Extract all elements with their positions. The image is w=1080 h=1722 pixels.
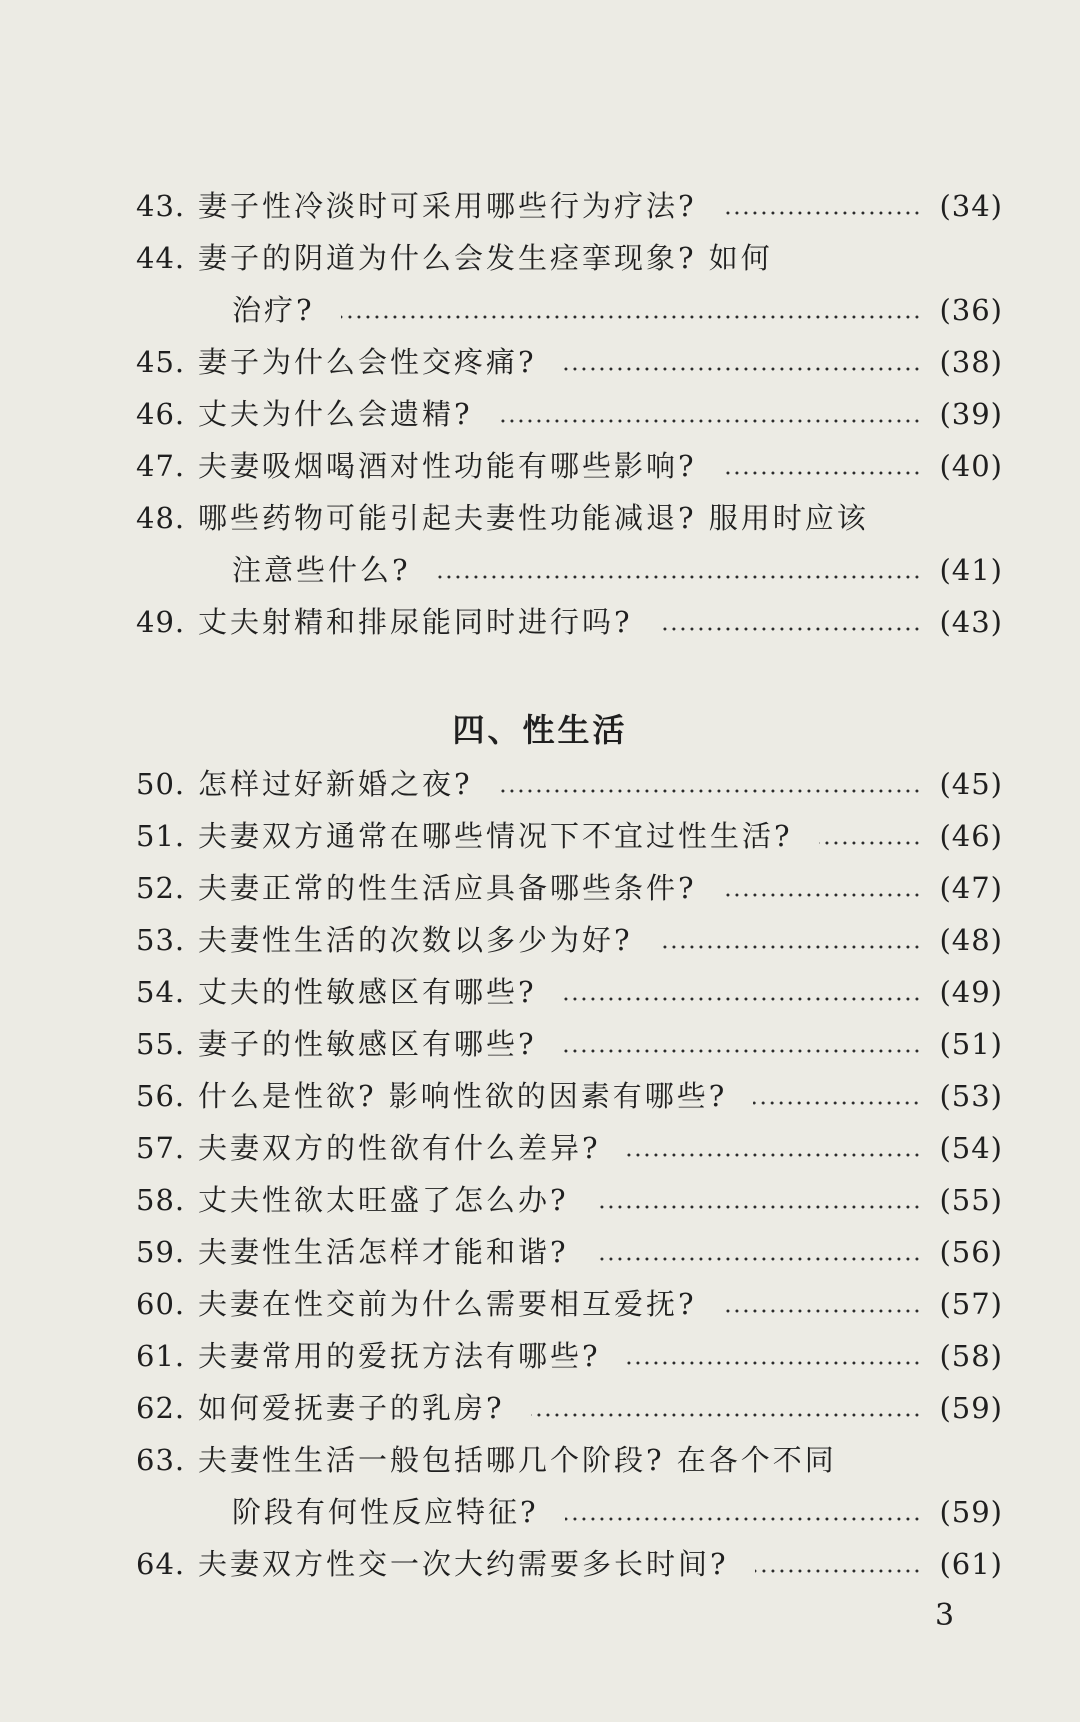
toc-entry-43 (136, 184, 1003, 228)
entry-title: 丈夫性欲太旺盛了怎么办? (198, 1183, 569, 1217)
dot-leader (659, 600, 921, 644)
dot-leader (595, 1230, 921, 1274)
toc-entry-48 (136, 496, 1003, 540)
entry-number: 50. (136, 767, 186, 801)
toc-entry-51 (136, 814, 1003, 858)
entry-title: 夫妻性生活一般包括哪几个阶段? 在各个不同 (198, 1443, 837, 1477)
entry-title: 阶段有何性反应特征? (232, 1495, 539, 1529)
entry-page: (61) (939, 1547, 1003, 1581)
entry-page: (58) (939, 1339, 1003, 1373)
dot-leader (627, 1126, 921, 1170)
entry-title: 妻子为什么会性交疼痛? (198, 345, 537, 379)
entry-number: 49. (136, 605, 186, 639)
toc-entry-45 (136, 340, 1003, 384)
entry-number: 64. (136, 1547, 186, 1581)
dot-leader (723, 184, 921, 228)
dot-leader (563, 970, 921, 1014)
entry-page: (57) (939, 1287, 1003, 1321)
entry-title: 什么是性欲? 影响性欲的因素有哪些? (198, 1079, 728, 1113)
toc-entry-58 (136, 1178, 1003, 1222)
dot-leader (753, 1074, 921, 1118)
toc-entry-59 (136, 1230, 1003, 1274)
entry-number: 55. (136, 1027, 186, 1061)
toc-entry-46 (136, 392, 1003, 436)
dot-leader (595, 1178, 921, 1222)
entry-number: 62. (136, 1391, 186, 1425)
dot-leader (437, 548, 921, 592)
entry-page: (41) (939, 553, 1003, 587)
entry-page: (55) (939, 1183, 1003, 1217)
entry-page: (47) (939, 871, 1003, 905)
entry-title: 夫妻双方通常在哪些情况下不宜过性生活? (198, 819, 793, 853)
entry-page: (49) (939, 975, 1003, 1009)
entry-number: 53. (136, 923, 186, 957)
entry-number: 51. (136, 819, 186, 853)
toc-entry-50 (136, 762, 1003, 806)
entry-page: (45) (939, 767, 1003, 801)
entry-title: 丈夫为什么会遗精? (198, 397, 473, 431)
toc-entry-52 (136, 866, 1003, 910)
toc-entry-44 (136, 236, 1003, 280)
entry-page: (51) (939, 1027, 1003, 1061)
entry-number: 59. (136, 1235, 186, 1269)
dot-leader (723, 1282, 921, 1326)
entry-title: 妻子的阴道为什么会发生痉挛现象? 如何 (198, 241, 773, 275)
dot-leader (723, 866, 921, 910)
entry-title: 夫妻双方性交一次大约需要多长时间? (198, 1547, 729, 1581)
page-number: 3 (935, 1598, 955, 1633)
entry-number: 46. (136, 397, 186, 431)
toc-entry-60 (136, 1282, 1003, 1326)
entry-page: (39) (939, 397, 1003, 431)
entry-page: (43) (939, 605, 1003, 639)
entry-title: 夫妻常用的爱抚方法有哪些? (198, 1339, 601, 1373)
entry-title: 注意些什么? (232, 553, 411, 587)
toc-entry-54 (136, 970, 1003, 1014)
toc-entry-63 (136, 1438, 1003, 1482)
entry-title: 夫妻吸烟喝酒对性功能有哪些影响? (198, 449, 697, 483)
entry-title: 怎样过好新婚之夜? (198, 767, 473, 801)
entry-title: 如何爱抚妻子的乳房? (198, 1391, 505, 1425)
toc-entry-44-continued (232, 288, 1003, 332)
entry-number: 56. (136, 1079, 186, 1113)
dot-leader (819, 814, 921, 858)
dot-leader (659, 918, 921, 962)
entry-title: 妻子性冷淡时可采用哪些行为疗法? (198, 189, 697, 223)
entry-number: 57. (136, 1131, 186, 1165)
entry-page: (34) (939, 189, 1003, 223)
entry-page: (38) (939, 345, 1003, 379)
entry-number: 63. (136, 1443, 186, 1477)
dot-leader (341, 288, 921, 332)
dot-leader (499, 392, 921, 436)
entry-title: 夫妻性生活的次数以多少为好? (198, 923, 633, 957)
entry-page: (40) (939, 449, 1003, 483)
toc-entry-53 (136, 918, 1003, 962)
entry-number: 54. (136, 975, 186, 1009)
entry-page: (59) (939, 1495, 1003, 1529)
entry-number: 60. (136, 1287, 186, 1321)
toc-entry-61 (136, 1334, 1003, 1378)
toc-entry-56 (136, 1074, 1003, 1118)
toc-entry-49 (136, 600, 1003, 644)
entry-number: 61. (136, 1339, 186, 1373)
toc-entry-64 (136, 1542, 1003, 1586)
toc-entry-63-continued (232, 1490, 1003, 1534)
entry-title: 夫妻正常的性生活应具备哪些条件? (198, 871, 697, 905)
entry-title: 丈夫射精和排尿能同时进行吗? (198, 605, 633, 639)
dot-leader (565, 1490, 921, 1534)
entry-page: (56) (939, 1235, 1003, 1269)
entry-page: (48) (939, 923, 1003, 957)
entry-title: 妻子的性敏感区有哪些? (198, 1027, 537, 1061)
entry-title: 治疗? (232, 293, 315, 327)
dot-leader (723, 444, 921, 488)
entry-number: 58. (136, 1183, 186, 1217)
entry-page: (46) (939, 819, 1003, 853)
entry-number: 48. (136, 501, 186, 535)
entry-title: 夫妻在性交前为什么需要相互爱抚? (198, 1287, 697, 1321)
entry-page: (53) (939, 1079, 1003, 1113)
dot-leader (531, 1386, 921, 1430)
dot-leader (755, 1542, 921, 1586)
section-heading: 四、性生活 (452, 711, 628, 749)
entry-title: 哪些药物可能引起夫妻性功能减退? 服用时应该 (198, 501, 869, 535)
toc-entry-48-continued (232, 548, 1003, 592)
toc-entry-55 (136, 1022, 1003, 1066)
entry-title: 夫妻双方的性欲有什么差异? (198, 1131, 601, 1165)
entry-page: (54) (939, 1131, 1003, 1165)
entry-number: 52. (136, 871, 186, 905)
dot-leader (627, 1334, 921, 1378)
entry-page: (36) (939, 293, 1003, 327)
entry-title: 丈夫的性敏感区有哪些? (198, 975, 537, 1009)
entry-title: 夫妻性生活怎样才能和谐? (198, 1235, 569, 1269)
entry-number: 47. (136, 449, 186, 483)
toc-entry-57 (136, 1126, 1003, 1170)
toc-entry-47 (136, 444, 1003, 488)
entry-number: 45. (136, 345, 186, 379)
dot-leader (499, 762, 921, 806)
entry-number: 44. (136, 241, 186, 275)
dot-leader (563, 340, 921, 384)
toc-entry-62 (136, 1386, 1003, 1430)
entry-page: (59) (939, 1391, 1003, 1425)
entry-number: 43. (136, 189, 186, 223)
dot-leader (563, 1022, 921, 1066)
